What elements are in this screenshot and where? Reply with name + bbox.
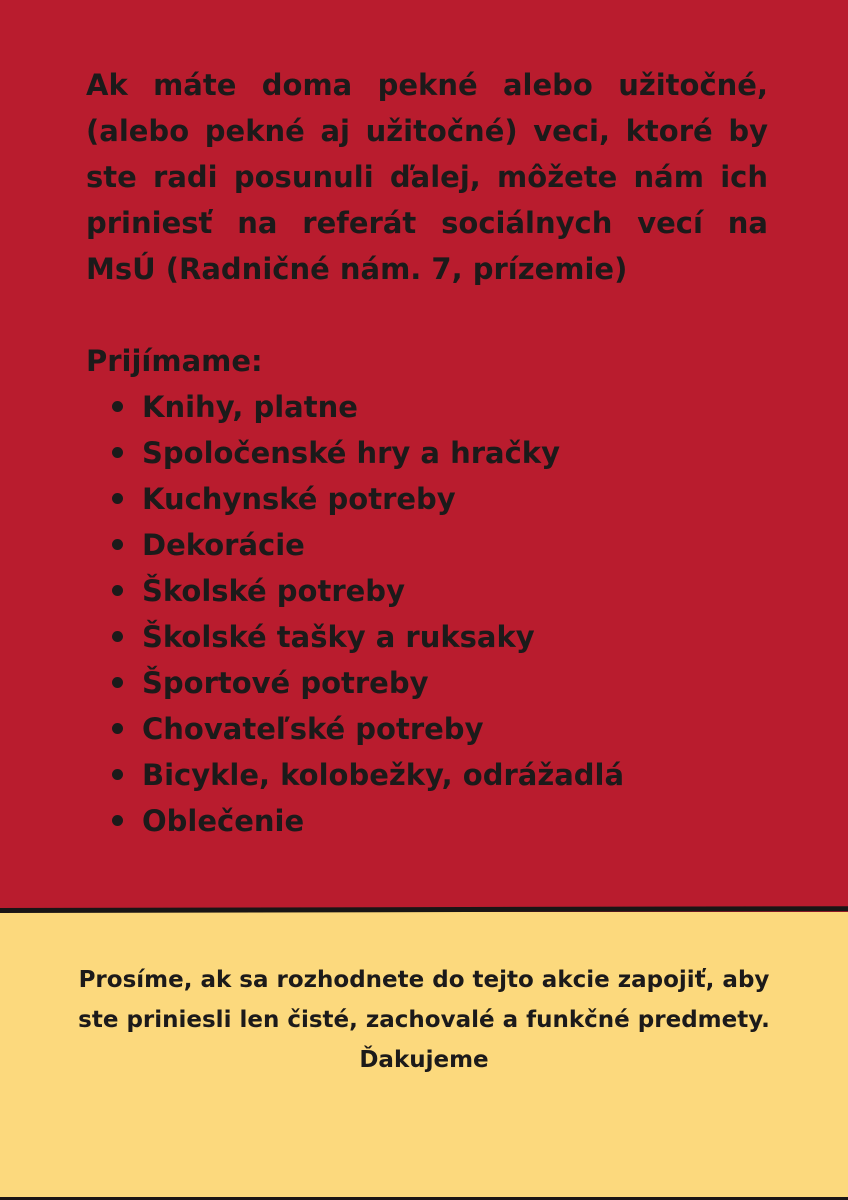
list-item-label: Knihy, platne	[142, 390, 358, 424]
bullet-icon	[112, 769, 123, 780]
bullet-icon	[112, 723, 123, 734]
bullet-icon	[112, 447, 123, 458]
bullet-icon	[112, 631, 123, 642]
list-item-label: Školské tašky a ruksaky	[142, 620, 535, 654]
notice-text	[30, 960, 818, 1080]
list-item-label: Chovateľské potreby	[142, 712, 484, 746]
intro-paragraph: Ak máte doma pekné alebo užitočné, (alebo pekné aj užitočné) veci, ktoré by ste radi posunuli ďalej, môžete nám ich priniesť na referát sociálnych vecí na MsÚ (Radničné nám. 7, prízemie)	[86, 68, 768, 286]
bullet-icon	[112, 539, 123, 550]
list-item-label: Oblečenie	[142, 804, 305, 838]
notice-line-2: ste priniesli len čisté, zachovalé a funkčné predmety.	[78, 1007, 770, 1033]
notice-thanks: Ďakujeme	[359, 1047, 489, 1073]
list-item-label: Dekorácie	[142, 528, 305, 562]
bullet-icon	[112, 815, 123, 826]
list-item-label: Školské potreby	[142, 574, 405, 608]
bullet-icon	[112, 585, 123, 596]
list-item-label: Kuchynské potreby	[142, 482, 456, 516]
bullet-icon	[112, 493, 123, 504]
list-item-label: Spoločenské hry a hračky	[142, 436, 560, 470]
notice-line-1: Prosíme, ak sa rozhodnete do tejto akcie zapojiť, aby	[78, 967, 770, 993]
bullet-icon	[112, 401, 123, 412]
accepted-heading: Prijímame:	[86, 344, 263, 378]
list-item-label: Bicykle, kolobežky, odrážadlá	[142, 758, 625, 792]
bullet-icon	[112, 677, 123, 688]
list-item-label: Športové potreby	[142, 666, 429, 700]
